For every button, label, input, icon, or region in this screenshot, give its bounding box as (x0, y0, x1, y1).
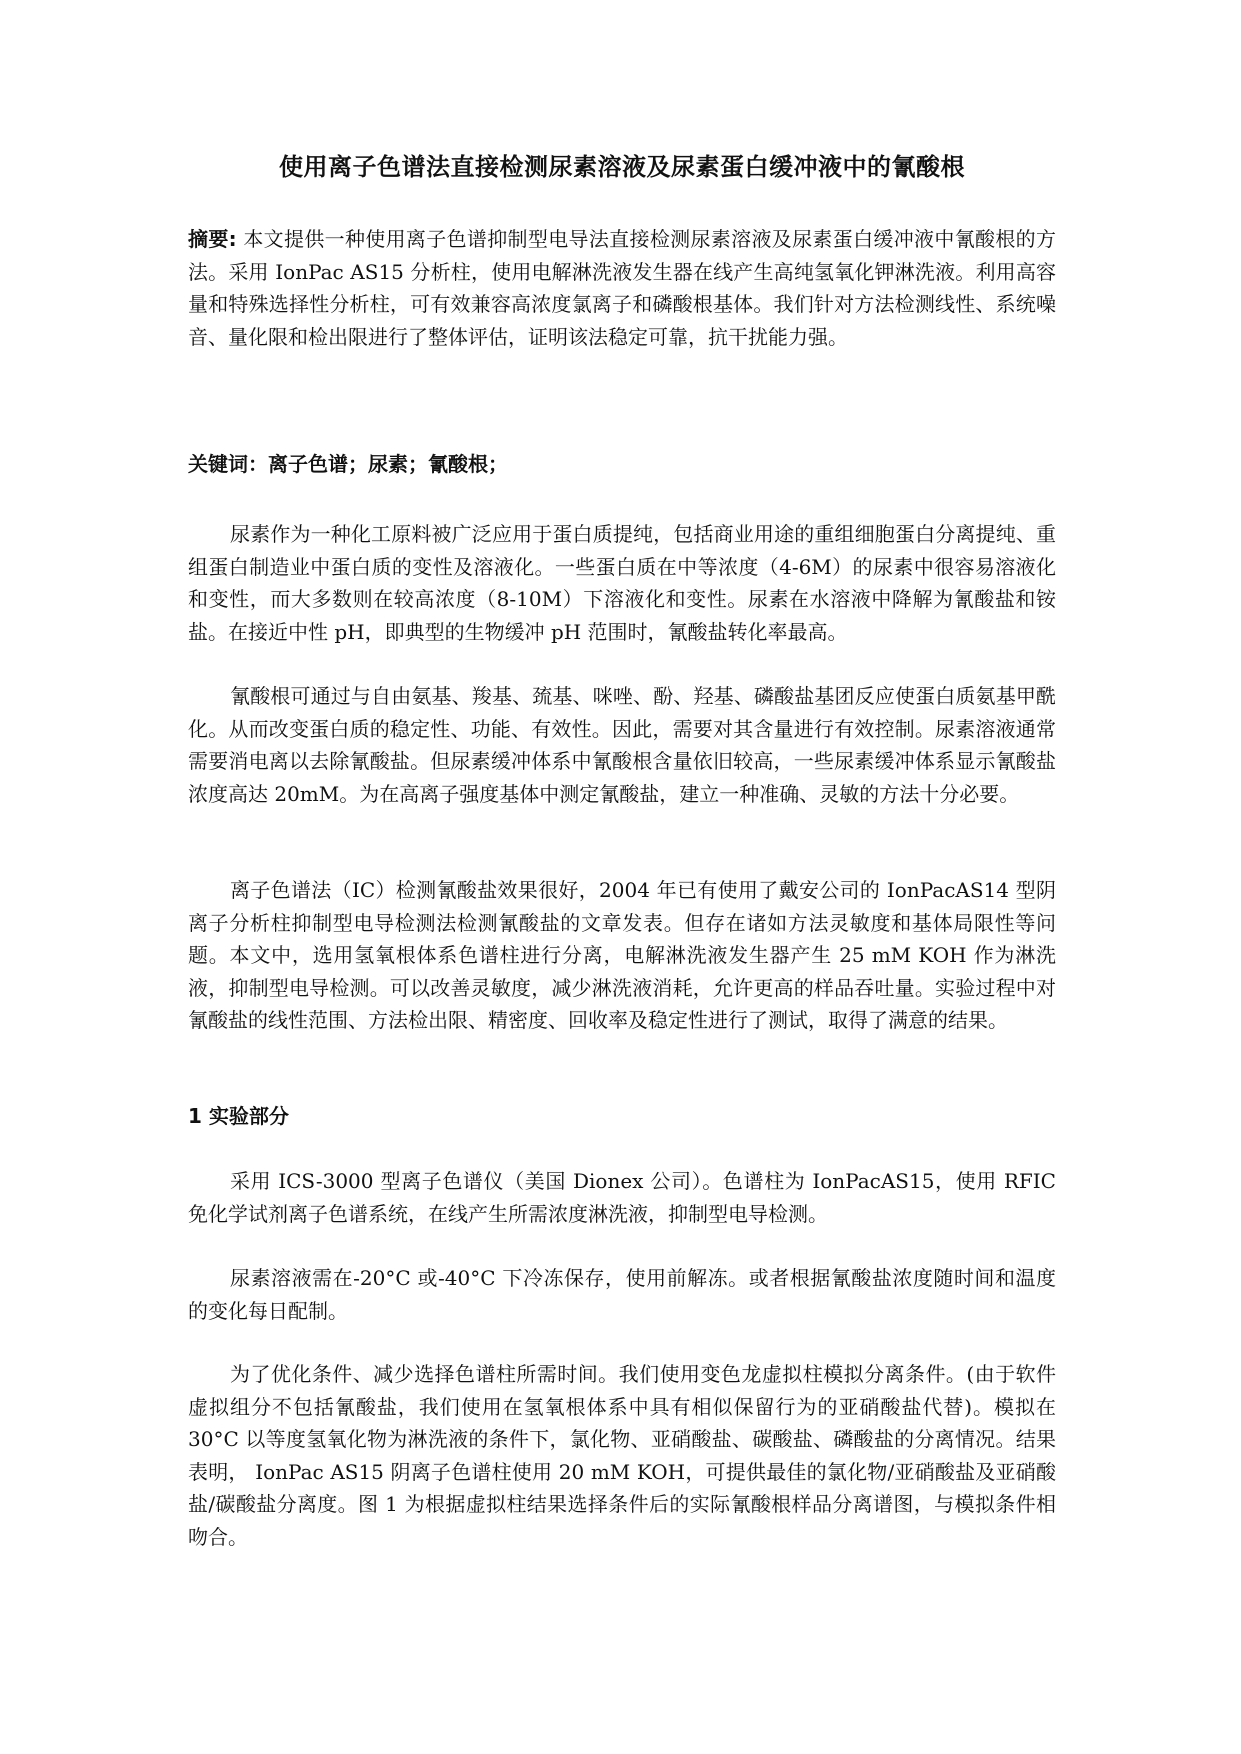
experimental-paragraph-3: 为了优化条件、减少选择色谱柱所需时间。我们使用变色龙虚拟柱模拟分离条件。(由于软件虚拟组分不包括氰酸盐，我们使用在氢氧根体系中具有相似保留行为的亚硝酸盐代替)。模拟在 30°C 以等度氢氧化物为淋洗液的条件下，氯化物、亚硝酸盐、碳酸盐、磷酸盐的分离情况。结果表明， IonPac AS15 阴离子色谱柱使用 20 mM KOH，可提供最佳的氯化物/亚硝酸盐及亚硝酸盐/碳酸盐分离度。图 1 为根据虚拟柱结果选择条件后的实际氰酸根样品分离谱图，与模拟条件相吻合。 (188, 1362, 1056, 1549)
abstract-paragraph (188, 223, 1056, 353)
experimental-paragraph-1: 采用 ICS-3000 型离子色谱仪（美国 Dionex 公司）。色谱柱为 IonPacAS15，使用 RFIC 免化学试剂离子色谱系统，在线产生所需浓度淋洗液，抑制型电导检测。 (188, 1169, 1056, 1226)
experimental-paragraph-2: 尿素溶液需在-20°C 或-40°C 下冷冻保存，使用前解冻。或者根据氰酸盐浓度随时间和温度的变化每日配制。 (188, 1266, 1056, 1323)
section-heading-experimental: 1 实验部分 (188, 1104, 289, 1128)
intro-paragraph-3: 离子色谱法（IC）检测氰酸盐效果很好，2004 年已有使用了戴安公司的 IonPacAS14 型阴离子分析柱抑制型电导检测法检测氰酸盐的文章发表。但存在诸如方法灵敏度和基体局限性等问题。本文中，选用氢氧根体系色谱柱进行分离，电解淋洗液发生器产生 25 mM KOH 作为淋洗液，抑制型电导检测。可以改善灵敏度，减少淋洗液消耗，允许更高的样品吞吐量。实验过程中对氰酸盐的线性范围、方法检出限、精密度、回收率及稳定性进行了测试，取得了满意的结果。 (188, 878, 1056, 1032)
paper-title: 使用离子色谱法直接检测尿素溶液及尿素蛋白缓冲液中的氰酸根 (279, 153, 965, 181)
intro-paragraph-1: 尿素作为一种化工原料被广泛应用于蛋白质提纯，包括商业用途的重组细胞蛋白分离提纯、重组蛋白制造业中蛋白质的变性及溶液化。一些蛋白质在中等浓度（4-6M）的尿素中很容易溶液化和变性，而大多数则在较高浓度（8-10M）下溶液化和变性。尿素在水溶液中降解为氰酸盐和铵盐。在接近中性 pH，即典型的生物缓冲 pH 范围时，氰酸盐转化率最高。 (188, 522, 1056, 644)
intro-paragraph-2: 氰酸根可通过与自由氨基、羧基、巯基、咪唑、酚、羟基、磷酸盐基团反应使蛋白质氨基甲酰化。从而改变蛋白质的稳定性、功能、有效性。因此，需要对其含量进行有效控制。尿素溶液通常需要消电离以去除氰酸盐。但尿素缓冲体系中氰酸根含量依旧较高，一些尿素缓冲体系显示氰酸盐浓度高达 20mM。为在高离子强度基体中测定氰酸盐，建立一种准确、灵敏的方法十分必要。 (188, 684, 1056, 806)
abstract-text: 本文提供一种使用离子色谱抑制型电导法直接检测尿素溶液及尿素蛋白缓冲液中氰酸根的方法。采用 IonPac AS15 分析柱，使用电解淋洗液发生器在线产生高纯氢氧化钾淋洗液。利用高容量和特殊选择性分析柱，可有效兼容高浓度氯离子和磷酸根基体。我们针对方法检测线性、系统噪音、量化限和检出限进行了整体评估，证明该法稳定可靠，抗干扰能力强。 (188, 227, 1057, 349)
keywords-line: 关键词：离子色谱；尿素；氰酸根； (188, 452, 508, 476)
abstract-label: 摘要: (188, 227, 237, 251)
